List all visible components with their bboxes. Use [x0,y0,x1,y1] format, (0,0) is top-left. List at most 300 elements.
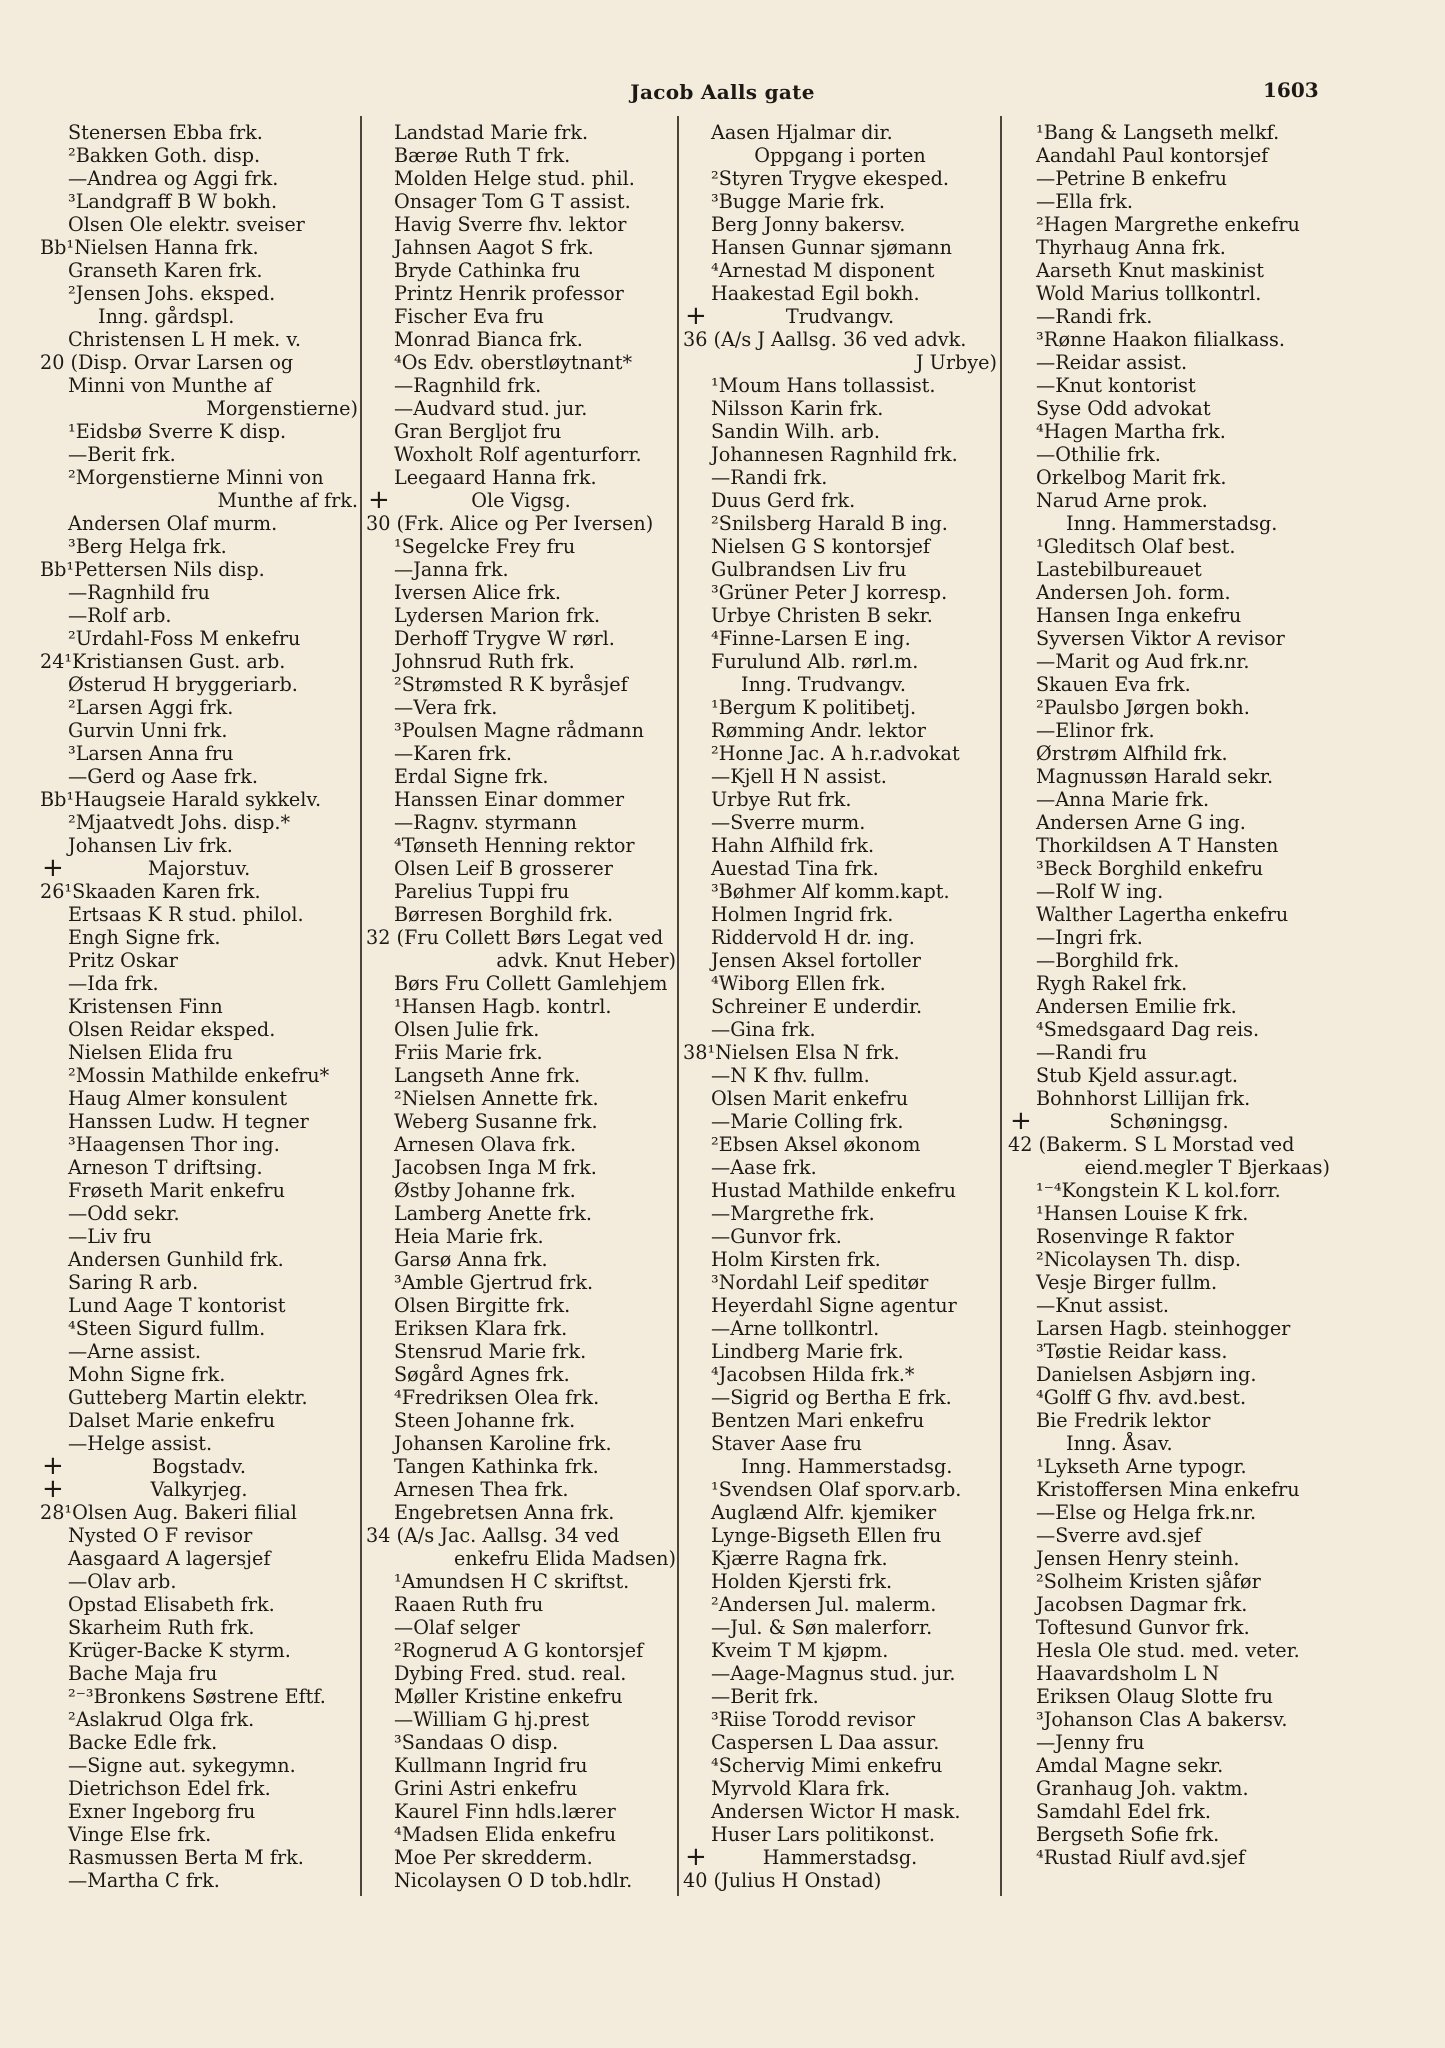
address-number-entry: Bb¹Pettersen Nils disp. [40,558,265,581]
resident-entry: Caspersen L Daa assur. [711,1731,940,1754]
resident-entry: Arnesen Olava frk. [394,1133,577,1156]
resident-entry: Gutteberg Martin elektr. [68,1386,308,1409]
resident-entry: —Jul. & Søn malerforr. [711,1616,933,1639]
resident-entry: —Gina frk. [711,1018,816,1041]
resident-entry: Pritz Oskar [68,949,178,972]
resident-entry: ³Grüner Peter J korresp. [711,581,948,604]
resident-entry: Magnussøn Harald sekr. [1036,765,1274,788]
resident-entry: —Ragnhild fru [68,581,210,604]
resident-entry: Bentzen Mari enkefru [711,1409,925,1432]
resident-entry: Morgenstierne) [206,397,358,420]
resident-entry: Monrad Bianca frk. [394,328,583,351]
resident-entry: Onsager Tom G T assist. [394,190,631,213]
resident-entry: Vesje Birger fullm. [1036,1271,1218,1294]
resident-entry: Exner Ingeborg fru [68,1800,256,1823]
resident-entry: Dietrichson Edel frk. [68,1777,271,1800]
resident-entry: ¹⁻⁴Kongstein K L kol.forr. [1036,1179,1281,1202]
address-number-entry: 34 (A/s Jac. Aallsg. 34 ved [366,1524,620,1547]
resident-entry: Jacobsen Dagmar frk. [1036,1593,1248,1616]
resident-entry: Kristoffersen Mina enkefru [1036,1478,1300,1501]
resident-entry: Andersen Emilie frk. [1036,995,1237,1018]
resident-entry: —Ella frk. [1036,190,1134,213]
resident-entry: —Berit frk. [68,443,176,466]
resident-entry: Sandin Wilh. arb. [711,420,881,443]
resident-entry: Schreiner E underdir. [711,995,923,1018]
directory-column-3 [683,121,997,1921]
cross-street-icon: + [42,857,64,880]
resident-entry: ¹Lykseth Arne typogr. [1036,1455,1247,1478]
cross-street-heading [40,857,358,880]
resident-entry: Kjærre Ragna frk. [711,1547,888,1570]
resident-entry: Østerud H bryggeriarb. [68,673,298,696]
resident-entry: —Olav arb. [68,1570,177,1593]
resident-entry: —Randi frk. [711,466,828,489]
resident-entry: Riddervold H dr. ing. [711,926,915,949]
resident-entry: Hahn Alfhild frk. [711,834,875,857]
resident-entry: Havig Sverre fhv. lektor [394,213,627,236]
resident-entry: ¹Bergum K politibetj. [711,696,917,719]
column-divider [360,116,362,1896]
resident-entry: Moe Per skredderm. [394,1846,593,1869]
resident-entry: —Reidar assist. [1036,351,1188,374]
cross-street-label: Hammerstadsg. [762,1846,918,1869]
resident-entry: Andersen Joh. form. [1036,581,1231,604]
address-number-entry: 32 (Fru Collett Børs Legat ved [366,926,664,949]
resident-entry: —Ragnhild frk. [394,374,542,397]
resident-entry: Kristensen Finn [68,995,223,1018]
cross-street-heading [40,1455,358,1478]
resident-entry: —N K fhv. fullm. [711,1064,870,1087]
page-title: Jacob Aalls gate [630,80,815,104]
resident-entry: —Rolf W ing. [1036,880,1164,903]
resident-entry: ²Mossin Mathilde enkefru* [68,1064,330,1087]
cross-street-icon: + [368,489,390,512]
resident-entry: Hansen Gunnar sjømann [711,236,952,259]
resident-entry: ²Aslakrud Olga frk. [68,1708,255,1731]
resident-entry: Syse Odd advokat [1036,397,1211,420]
resident-entry: ²Hagen Margrethe enkefru [1036,213,1300,236]
resident-entry: Landstad Marie frk. [394,121,589,144]
resident-entry: ²Strømsted R K byråsjef [394,673,628,696]
cross-street-icon: + [685,1846,707,1869]
resident-entry: ¹Segelcke Frey fru [394,535,576,558]
resident-entry: ⁴Fredriksen Olea frk. [394,1386,600,1409]
resident-entry: Hesla Ole stud. med. veter. [1036,1639,1300,1662]
resident-entry: Aarseth Knut maskinist [1036,259,1264,282]
resident-entry: Hustad Mathilde enkefru [711,1179,956,1202]
column-divider [677,116,679,1896]
resident-entry: ³Beck Borghild enkefru [1036,857,1264,880]
address-number-entry: 42 (Bakerm. S L Morstad ved [1008,1133,1295,1156]
resident-entry: —Andrea og Aggi frk. [68,167,279,190]
resident-entry: Erdal Signe frk. [394,765,549,788]
resident-entry: Stensrud Marie frk. [394,1340,587,1363]
resident-entry: ⁴Wiborg Ellen frk. [711,972,886,995]
resident-entry: —Sverre murm. [711,811,866,834]
resident-entry: ⁴Finne-Larsen E ing. [711,627,911,650]
resident-entry: Skarheim Ruth frk. [68,1616,255,1639]
resident-entry: Jacobsen Inga M frk. [394,1156,597,1179]
entrance-heading: Inng. gårdspl. [98,305,235,328]
resident-entry: Lastebilbureauet [1036,558,1202,581]
resident-entry: Børresen Borghild frk. [394,903,614,926]
resident-entry: Olsen Marit enkefru [711,1087,909,1110]
address-number-entry: 24¹Kristiansen Gust. arb. [40,650,286,673]
resident-entry: ³Rønne Haakon filialkass. [1036,328,1285,351]
resident-entry: —Kjell H N assist. [711,765,887,788]
resident-entry: —Signe aut. sykegymn. [68,1754,296,1777]
resident-entry: Duus Gerd frk. [711,489,856,512]
resident-entry: Johansen Liv frk. [68,834,233,857]
resident-entry: Gran Bergljot fru [394,420,562,443]
resident-entry: Samdahl Edel frk. [1036,1800,1211,1823]
resident-entry: Vinge Else frk. [68,1823,212,1846]
resident-entry: Opstad Elisabeth frk. [68,1593,275,1616]
resident-entry: —Margrethe frk. [711,1202,875,1225]
resident-entry: —Aase frk. [711,1156,817,1179]
resident-entry: Fischer Eva fru [394,305,545,328]
resident-entry: —Odd sekr. [68,1202,180,1225]
resident-entry: Aandahl Paul kontorsjef [1036,144,1269,167]
entrance-heading: Oppgang i porten [754,144,926,167]
resident-entry: Steen Johanne frk. [394,1409,576,1432]
resident-entry: Friis Marie frk. [394,1041,543,1064]
resident-entry: ⁴Smedsgaard Dag reis. [1036,1018,1260,1041]
cross-street-icon: + [1010,1110,1032,1133]
resident-entry: —Knut kontorist [1036,374,1196,397]
resident-entry: Saring R arb. [68,1271,199,1294]
resident-entry: Rosenvinge R faktor [1036,1225,1234,1248]
resident-entry: Wold Marius tollkontrl. [1036,282,1262,305]
resident-entry: Bache Maja fru [68,1662,218,1685]
resident-entry: —Helge assist. [68,1432,213,1455]
resident-entry: Huser Lars politikonst. [711,1823,936,1846]
resident-entry: Lindberg Marie frk. [711,1340,904,1363]
resident-entry: —Berit frk. [711,1685,819,1708]
resident-entry: —Ragnv. styrmann [394,811,577,834]
resident-entry: Amdal Magne sekr. [1036,1754,1224,1777]
resident-entry: ³Landgraff B W bokh. [68,190,278,213]
entrance-heading: Inng. Trudvangv. [741,673,906,696]
resident-entry: ⁴Steen Sigurd fullm. [68,1317,266,1340]
page-number: 1603 [1263,78,1319,102]
resident-entry: ²Morgenstierne Minni von [68,466,324,489]
resident-entry: Andersen Olaf murm. [68,512,278,535]
resident-entry: ²Solheim Kristen sjåfør [1036,1570,1261,1593]
resident-entry: Hanssen Einar dommer [394,788,624,811]
resident-entry: ²Jensen Johs. eksped. [68,282,276,305]
resident-entry: Engh Signe frk. [68,926,221,949]
resident-entry: —Janna frk. [394,558,509,581]
resident-entry: Nilsson Karin frk. [711,397,884,420]
resident-entry: —Martha C frk. [68,1869,220,1892]
resident-entry: —Karen frk. [394,742,512,765]
resident-entry: Hanssen Ludw. H tegner [68,1110,309,1133]
resident-entry: Dybing Fred. stud. real. [394,1662,627,1685]
resident-entry: —Liv fru [68,1225,152,1248]
resident-entry: Andersen Gunhild frk. [68,1248,284,1271]
resident-entry: Christensen L H mek. v. [68,328,301,351]
resident-entry: —Else og Helga frk.nr. [1036,1501,1257,1524]
resident-entry: Stub Kjeld assur.agt. [1036,1064,1238,1087]
resident-entry: Haug Almer konsulent [68,1087,288,1110]
cross-street-label: Majorstuv. [147,857,251,880]
resident-entry: —Randi fru [1036,1041,1148,1064]
resident-entry: Urbye Christen B sekr. [711,604,933,627]
resident-entry: Rømming Andr. lektor [711,719,926,742]
cross-street-label: Trudvangv. [785,305,895,328]
resident-entry: Woxholt Rolf agenturforr. [394,443,642,466]
resident-entry: Nielsen Elida fru [68,1041,233,1064]
resident-entry: Bærøe Ruth T frk. [394,144,571,167]
resident-entry: —Aage-Magnus stud. jur. [711,1662,956,1685]
resident-entry: Ørstrøm Alfhild frk. [1036,742,1228,765]
resident-entry: ³Johanson Clas A bakersv. [1036,1708,1288,1731]
resident-entry: Thyrhaug Anna frk. [1036,236,1226,259]
resident-entry: Kveim T M kjøpm. [711,1639,889,1662]
resident-entry: ¹Bang & Langseth melkf. [1036,121,1280,144]
resident-entry: Lamberg Anette frk. [394,1202,593,1225]
resident-entry: Thorkildsen A T Hansten [1036,834,1279,857]
resident-entry: Holden Kjersti frk. [711,1570,893,1593]
resident-entry: —Marie Colling frk. [711,1110,904,1133]
resident-entry: Minni von Munthe af [68,374,273,397]
resident-entry: Larsen Hagb. steinhogger [1036,1317,1291,1340]
cross-street-heading [683,305,997,328]
resident-entry: Krüger-Backe K styrm. [68,1639,291,1662]
resident-entry: Auglænd Alfr. kjemiker [711,1501,937,1524]
resident-entry: ³Berg Helga frk. [68,535,227,558]
resident-entry: Langseth Anne frk. [394,1064,581,1087]
address-number-entry: Bb¹Haugseie Harald sykkelv. [40,788,322,811]
resident-entry: Derhoff Trygve W rørl. [394,627,615,650]
resident-entry: ⁴Madsen Elida enkefru [394,1823,617,1846]
resident-entry: ¹Amundsen H C skriftst. [394,1570,630,1593]
resident-entry: Aasen Hjalmar dir. [711,121,893,144]
resident-entry: Nysted O F revisor [68,1524,253,1547]
resident-entry: Gulbrandsen Liv fru [711,558,907,581]
resident-entry: —Arne tollkontrl. [711,1317,880,1340]
resident-entry: Frøseth Marit enkefru [68,1179,285,1202]
resident-entry: eiend.megler T Bjerkaas) [1084,1156,1330,1179]
resident-entry: Johansen Karoline frk. [394,1432,612,1455]
resident-entry: Urbye Rut frk. [711,788,852,811]
resident-entry: —Petrine B enkefru [1036,167,1227,190]
resident-entry: Engebretsen Anna frk. [394,1501,615,1524]
resident-entry: Ertsaas K R stud. philol. [68,903,304,926]
resident-entry: Mohn Signe frk. [68,1363,226,1386]
resident-entry: Arnesen Thea frk. [394,1478,569,1501]
resident-entry: ²Honne Jac. A h.r.advokat [711,742,960,765]
resident-entry: —Arne assist. [68,1340,201,1363]
cross-street-heading [366,489,676,512]
resident-entry: ³Amble Gjertrud frk. [394,1271,594,1294]
resident-entry: Arneson T driftsing. [68,1156,263,1179]
resident-entry: Jahnsen Aagot S frk. [394,236,594,259]
resident-entry: Haavardsholm L N [1036,1662,1220,1685]
resident-entry: Olsen Reidar eksped. [68,1018,276,1041]
resident-entry: Staver Aase fru [711,1432,862,1455]
address-number-entry: 30 (Frk. Alice og Per Iversen) [366,512,654,535]
resident-entry: Bergseth Sofie frk. [1036,1823,1220,1846]
resident-entry: Molden Helge stud. phil. [394,167,635,190]
resident-entry: Holmen Ingrid frk. [711,903,894,926]
resident-entry: —Ida frk. [68,972,159,995]
resident-entry: Toftesund Gunvor frk. [1036,1616,1250,1639]
resident-entry: —Rolf arb. [68,604,172,627]
resident-entry: Syversen Viktor A revisor [1036,627,1285,650]
resident-entry: Parelius Tuppi fru [394,880,570,903]
resident-entry: Raaen Ruth fru [394,1593,544,1616]
resident-entry: —Gerd og Aase frk. [68,765,258,788]
address-number-entry: 36 (A/s J Aallsg. 36 ved advk. [683,328,967,351]
resident-entry: ³Nordahl Leif speditør [711,1271,929,1294]
resident-entry: —Randi frk. [1036,305,1153,328]
resident-entry: —Borghild frk. [1036,949,1180,972]
resident-entry: Østby Johanne frk. [394,1179,576,1202]
resident-entry: Bie Fredrik lektor [1036,1409,1211,1432]
resident-entry: Skauen Eva frk. [1036,673,1191,696]
resident-entry: Søgård Agnes frk. [394,1363,570,1386]
cross-street-icon: + [42,1478,64,1501]
resident-entry: ³Larsen Anna fru [68,742,234,765]
resident-entry: ²Snilsberg Harald B ing. [711,512,948,535]
address-number-entry: 20 (Disp. Orvar Larsen og [40,351,294,374]
resident-entry: Danielsen Asbjørn ing. [1036,1363,1257,1386]
resident-entry: Nielsen G S kontorsjef [711,535,930,558]
resident-entry: ³Poulsen Magne rådmann [394,719,644,742]
resident-entry: Olsen Julie frk. [394,1018,540,1041]
resident-entry: Rygh Rakel frk. [1036,972,1188,995]
resident-entry: ⁴Golff G fhv. avd.best. [1036,1386,1247,1409]
resident-entry: ⁴Schervig Mimi enkefru [711,1754,943,1777]
resident-entry: Holm Kirsten frk. [711,1248,881,1271]
resident-entry: Leegaard Hanna frk. [394,466,597,489]
resident-entry: Myrvold Klara frk. [711,1777,891,1800]
resident-entry: ⁴Hagen Martha frk. [1036,420,1226,443]
resident-entry: ³Riise Torodd revisor [711,1708,916,1731]
resident-entry: —Anna Marie frk. [1036,788,1210,811]
resident-entry: —Knut assist. [1036,1294,1169,1317]
address-number-entry: 40 (Julius H Onstad) [683,1869,882,1892]
resident-entry: Olsen Leif B grosserer [394,857,613,880]
resident-entry: Rasmussen Berta M frk. [68,1846,304,1869]
resident-entry: Tangen Kathinka frk. [394,1455,599,1478]
resident-entry: Eriksen Klara frk. [394,1317,568,1340]
address-number-entry: 38¹Nielsen Elsa N frk. [683,1041,900,1064]
resident-entry: Kullmann Ingrid fru [394,1754,588,1777]
resident-entry: —Sigrid og Bertha E frk. [711,1386,952,1409]
resident-entry: Granhaug Joh. vaktm. [1036,1777,1249,1800]
resident-entry: ¹Svendsen Olaf sporv.arb. [711,1478,962,1501]
resident-entry: ²Larsen Aggi frk. [68,696,234,719]
resident-entry: Auestad Tina frk. [711,857,879,880]
resident-entry: ²Mjaatvedt Johs. disp.* [68,811,291,834]
resident-entry: ²⁻³Bronkens Søstrene Eftf. [68,1685,326,1708]
cross-street-heading [1008,1110,1330,1133]
cross-street-heading [40,1478,358,1501]
resident-entry: —Gunvor frk. [711,1225,842,1248]
resident-entry: Kaurel Finn hdls.lærer [394,1800,616,1823]
resident-entry: —William G hj.prest [394,1708,590,1731]
resident-entry: —Elinor frk. [1036,719,1155,742]
resident-entry: ¹Moum Hans tollassist. [711,374,936,397]
resident-entry: Aasgaard A lagersjef [68,1547,271,1570]
cross-street-label: Ole Vigsg. [471,489,571,512]
cross-street-label: Valkyrjeg. [150,1478,248,1501]
resident-entry: Heia Marie frk. [394,1225,544,1248]
resident-entry: Grini Astri enkefru [394,1777,578,1800]
resident-entry: —Othilie frk. [1036,443,1161,466]
resident-entry: Nicolaysen O D tob.hdlr. [394,1869,633,1892]
resident-entry: Heyerdahl Signe agentur [711,1294,957,1317]
resident-entry: Olsen Birgitte frk. [394,1294,571,1317]
resident-entry: Andersen Arne G ing. [1036,811,1246,834]
resident-entry: Gurvin Unni frk. [68,719,228,742]
resident-entry: ¹Hansen Hagb. kontrl. [394,995,612,1018]
resident-entry: Andersen Wictor H mask. [711,1800,961,1823]
resident-entry: Furulund Alb. rørl.m. [711,650,919,673]
resident-entry: Haakestad Egil bokh. [711,282,920,305]
resident-entry: ²Nielsen Annette frk. [394,1087,599,1110]
resident-entry: —Marit og Aud frk.nr. [1036,650,1250,673]
resident-entry: Johannesen Ragnhild frk. [711,443,958,466]
resident-entry: ³Haagensen Thor ing. [68,1133,280,1156]
resident-entry: Hansen Inga enkefru [1036,604,1242,627]
entrance-heading: Inng. Hammerstadsg. [741,1455,953,1478]
resident-entry: Narud Arne prok. [1036,489,1208,512]
resident-entry: Munthe af frk. [217,489,358,512]
resident-entry: Johnsrud Ruth frk. [394,650,575,673]
resident-entry: ⁴Jacobsen Hilda frk.* [711,1363,915,1386]
resident-entry: Weberg Susanne frk. [394,1110,598,1133]
resident-entry: —Jenny fru [1036,1731,1145,1754]
resident-entry: Jensen Aksel fortoller [711,949,921,972]
cross-street-label: Bogstadv. [152,1455,246,1478]
resident-entry: Walther Lagertha enkefru [1036,903,1289,926]
resident-entry: Møller Kristine enkefru [394,1685,623,1708]
entrance-heading: Inng. Åsav. [1066,1432,1173,1455]
resident-entry: ¹Gleditsch Olaf best. [1036,535,1236,558]
resident-entry: J Urbye) [915,351,997,374]
directory-column-2 [366,121,676,1921]
resident-entry: Bryde Cathinka fru [394,259,581,282]
resident-entry: ³Bugge Marie frk. [711,190,886,213]
resident-entry: ⁴Os Edv. oberstløytnant* [394,351,633,374]
address-number-entry: 26¹Skaaden Karen frk. [40,880,261,903]
resident-entry: —Sverre avd.sjef [1036,1524,1202,1547]
resident-entry: —Olaf selger [394,1616,520,1639]
resident-entry: Granseth Karen frk. [68,259,263,282]
entrance-heading: Inng. Hammerstadsg. [1066,512,1278,535]
resident-entry: ¹Hansen Louise K frk. [1036,1202,1249,1225]
resident-entry: —Audvard stud. jur. [394,397,588,420]
resident-entry: Lynge-Bigseth Ellen fru [711,1524,942,1547]
resident-entry: ²Styren Trygve ekesped. [711,167,949,190]
resident-entry: Lund Aage T kontorist [68,1294,286,1317]
resident-entry: ²Paulsbo Jørgen bokh. [1036,696,1250,719]
cross-street-label: Schøningsg. [1109,1110,1229,1133]
column-divider [1000,116,1002,1896]
resident-entry: Iversen Alice frk. [394,581,561,604]
resident-entry: ⁴Arnestad M disponent [711,259,935,282]
resident-entry: Lydersen Marion frk. [394,604,601,627]
resident-entry: Berg Jonny bakersv. [711,213,906,236]
resident-entry: —Ingri frk. [1036,926,1143,949]
cross-street-icon: + [42,1455,64,1478]
resident-entry: ¹Eidsbø Sverre K disp. [68,420,287,443]
directory-column-4 [1008,121,1330,1921]
